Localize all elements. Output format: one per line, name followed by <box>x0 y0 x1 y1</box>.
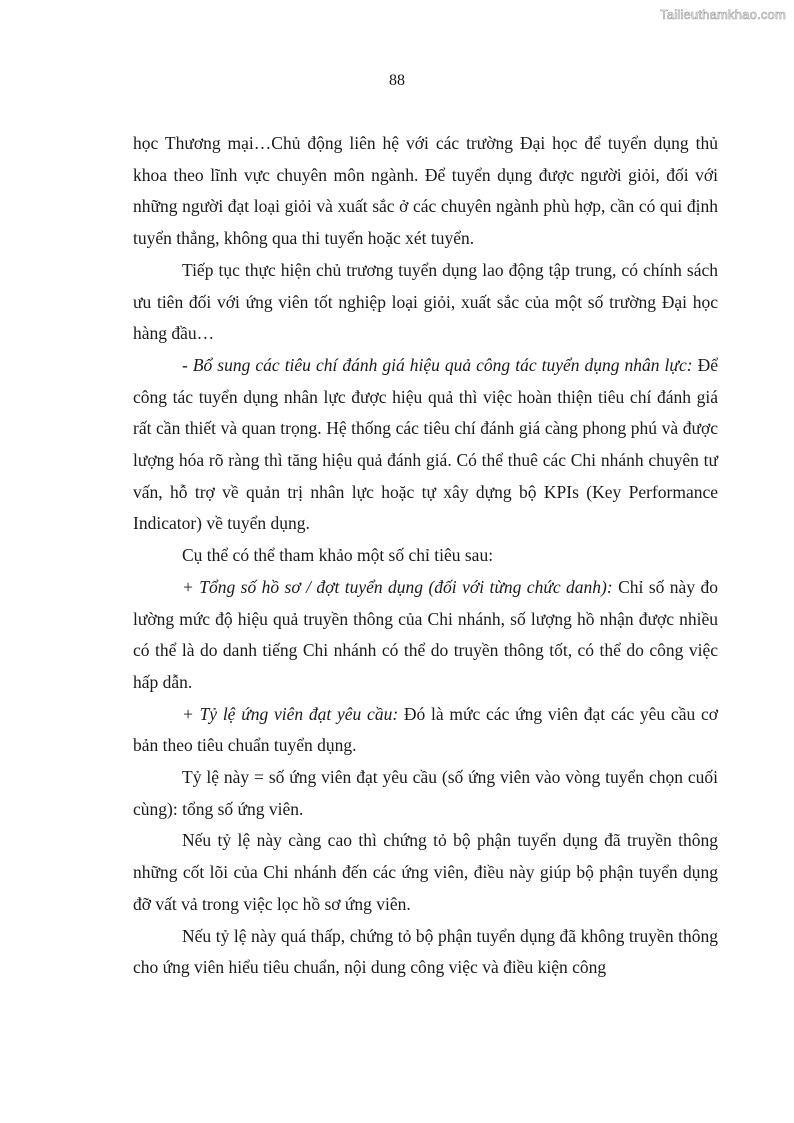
page-number: 88 <box>389 72 405 89</box>
paragraph-text: Cụ thể có thể tham khảo một số chỉ tiêu sau: <box>182 545 494 566</box>
paragraph-text: Chỉ số này đo lường mức độ hiệu quả truyền thông của Chi nhánh, số lượng hồ nhận được nhiều có thể là do danh tiếng Chi nhánh có thể do truyền thông tốt, có thể do công việc hấp dẫn. <box>133 576 718 692</box>
paragraph-lead: + Tỷ lệ ứng viên đạt yêu cầu: <box>182 703 399 724</box>
paragraph-text: học Thương mại…Chủ động liên hệ với các trường Đại học để tuyển dụng thủ khoa theo lĩnh vực chuyên môn ngành. Để tuyển dụng được người giỏi, đối với những người đạt loại giỏi và xuất sắc ở các chuyên ngành phù hợp, cần có qui định tuyển thẳng, không qua thi tuyển hoặc xét tuyển. <box>133 133 718 249</box>
paragraph-lead: + Tổng số hồ sơ / đợt tuyển dụng (đối với từng chức danh): <box>182 576 613 597</box>
paragraph-text: Tiếp tục thực hiện chủ trương tuyển dụng lao động tập trung, có chính sách ưu tiên đối với ứng viên tốt nghiệp loại giỏi, xuất sắc của một số trường Đại học hàng đầu… <box>133 259 718 344</box>
paragraph <box>133 350 718 540</box>
paragraph <box>133 572 718 699</box>
paragraph <box>133 540 718 572</box>
paragraph-text: Đó là mức các ứng viên đạt các yêu cầu cơ bản theo tiêu chuẩn tuyển dụng. <box>133 703 718 756</box>
paragraph <box>133 762 718 825</box>
paragraph <box>133 825 718 920</box>
watermark: Tailieuthamkhao.com <box>660 7 786 22</box>
paragraph-lead: - Bổ sung các tiêu chí đánh giá hiệu quả công tác tuyển dụng nhân lực: <box>182 354 693 375</box>
paragraph-text: Nếu tỷ lệ này càng cao thì chứng tỏ bộ phận tuyển dụng đã truyền thông những cốt lõi của Chi nhánh đến các ứng viên, điều này giúp bộ phận tuyển dụng đỡ vất vả trong việc lọc hồ sơ ứng viên. <box>133 830 718 914</box>
document-body <box>133 128 718 984</box>
paragraph-text: Nếu tỷ lệ này quá thấp, chứng tỏ bộ phận tuyển dụng đã không truyền thông cho ứng viên hiểu tiêu chuẩn, nội dung công việc và điều kiện công <box>133 925 718 978</box>
paragraph <box>133 699 718 762</box>
paragraph <box>133 255 718 350</box>
paragraph <box>133 128 718 255</box>
paragraph <box>133 921 718 984</box>
paragraph-text: Tỷ lệ này = số ứng viên đạt yêu cầu (số ứng viên vào vòng tuyển chọn cuối cùng): tổng số ứng viên. <box>133 767 718 819</box>
paragraph-text: Để công tác tuyển dụng nhân lực được hiệu quả thì việc hoàn thiện tiêu chí đánh giá rất cần thiết và quan trọng. Hệ thống các tiêu chí đánh giá càng phong phú và được lượng hóa rõ ràng thì tăng hiệu quả đánh giá. Có thể thuê các Chi nhánh chuyên tư vấn, hỗ trợ về quản trị nhân lực hoặc tự xây dựng bộ KPIs (Key Performance Indicator) về tuyển dụng. <box>133 354 719 534</box>
